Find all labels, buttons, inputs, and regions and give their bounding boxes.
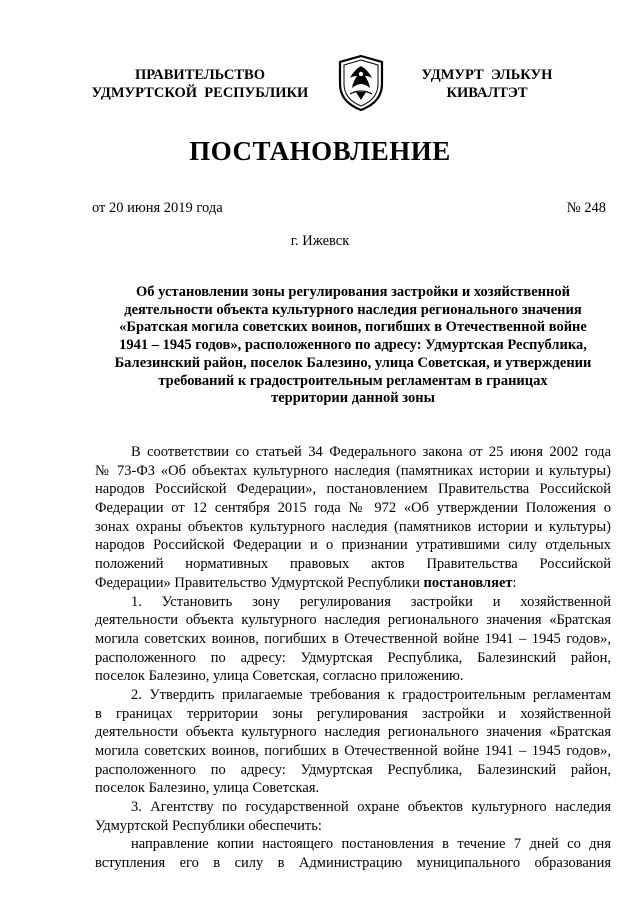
coat-of-arms-icon <box>336 54 386 112</box>
header-right-line: УДМУРТ ЭЛЬКУН <box>421 67 553 83</box>
document-subject <box>95 284 611 408</box>
body-line: в границах территории зоны регулирования застройки и хозяйственной <box>95 705 611 722</box>
document-body <box>95 443 611 873</box>
body-line: поселок Балезино, улица Советская. <box>95 780 320 797</box>
document-title: ПОСТАНОВЛЕНИЕ <box>189 136 451 166</box>
body-line: деятельности объекта культурного наследия регионального значения «Братская <box>95 724 611 741</box>
subject-line: Об установлении зоны регулирования застройки и хозяйственной <box>136 284 570 300</box>
subject-line: требований к градостроительным регламентам в границах <box>158 372 548 389</box>
body-line: вступления его в силу в Администрацию муниципального образования <box>95 855 611 872</box>
body-line: народов Российской Федерации и о признании утратившими силу отдельных <box>95 537 611 554</box>
body-line: 3. Агентству по государственной охране объектов культурного наследия <box>131 799 611 816</box>
body-line: Удмуртской Республики обеспечить: <box>95 817 322 834</box>
subject-line: деятельности объекта культурного наследия регионального значения <box>124 301 582 318</box>
header-right-udmurt <box>412 66 562 102</box>
document-header <box>0 66 640 122</box>
subject-line: территории данной зоны <box>271 390 435 407</box>
body-line: Федерации от 12 сентября 2015 года № 972 «Об утверждении Положения о <box>95 500 611 517</box>
header-left-line: УДМУРТСКОЙ РЕСПУБЛИКИ <box>91 85 309 101</box>
header-left-russian <box>82 66 318 102</box>
document-city: г. Ижевск <box>290 233 350 249</box>
resolves-tail: : <box>512 574 517 591</box>
body-line: № 73-ФЗ «Об объектах культурного наследия (памятниках истории и культуры) <box>95 462 611 479</box>
body-line: 1. Установить зону регулирования застройки и хозяйственной <box>131 593 611 610</box>
subject-line: 1941 – 1945 годов», расположенного по адресу: Удмуртская Республика, <box>119 337 587 354</box>
subject-line: Балезинский район, поселок Балезино, улица Советская, и утверждении <box>114 354 592 371</box>
document-number: № 248 <box>566 200 606 216</box>
body-line: расположенного по адресу: Удмуртская Республика, Балезинский район, <box>95 761 611 778</box>
body-line: расположенного по адресу: Удмуртская Республика, Балезинский район, <box>95 649 611 666</box>
body-line: зонах охраны объектов культурного наследия (памятников истории и культуры) <box>95 518 611 535</box>
body-line: могила советских воинов, погибших в Отечественной войне 1941 – 1945 годов», <box>95 630 611 647</box>
body-line: поселок Балезино, улица Советская, согласно приложению. <box>95 668 464 685</box>
body-line-resolves <box>95 574 611 593</box>
body-line: народов Российской Федерации», постановлением Правительства Российской <box>95 481 611 498</box>
body-line: 2. Утвердить прилагаемые требования к градостроительным регламентам <box>131 686 611 703</box>
subject-line: «Братская могила советских воинов, погибших в Отечественной войне <box>119 319 587 336</box>
body-line: деятельности объекта культурного наследия регионального значения «Братская <box>95 612 611 629</box>
header-right-line: КИВАЛТЭТ <box>446 85 528 101</box>
body-line: В соответствии со статьей 34 Федерального закона от 25 июня 2002 года <box>131 444 611 460</box>
body-line-text: Федерации» Правительство Удмуртской Республики <box>95 574 424 591</box>
body-line: положений нормативных правовых актов Правительства Российской <box>95 556 611 573</box>
body-line: могила советских воинов, погибших в Отечественной войне 1941 – 1945 годов», <box>95 743 611 759</box>
resolves-word: постановляет <box>423 574 513 591</box>
header-left-line: ПРАВИТЕЛЬСТВО <box>135 67 265 83</box>
date-line <box>92 200 606 220</box>
body-line: направление копии настоящего постановления в течение 7 дней со дня <box>131 836 611 853</box>
document-date: от 20 июня 2019 года <box>92 200 223 216</box>
